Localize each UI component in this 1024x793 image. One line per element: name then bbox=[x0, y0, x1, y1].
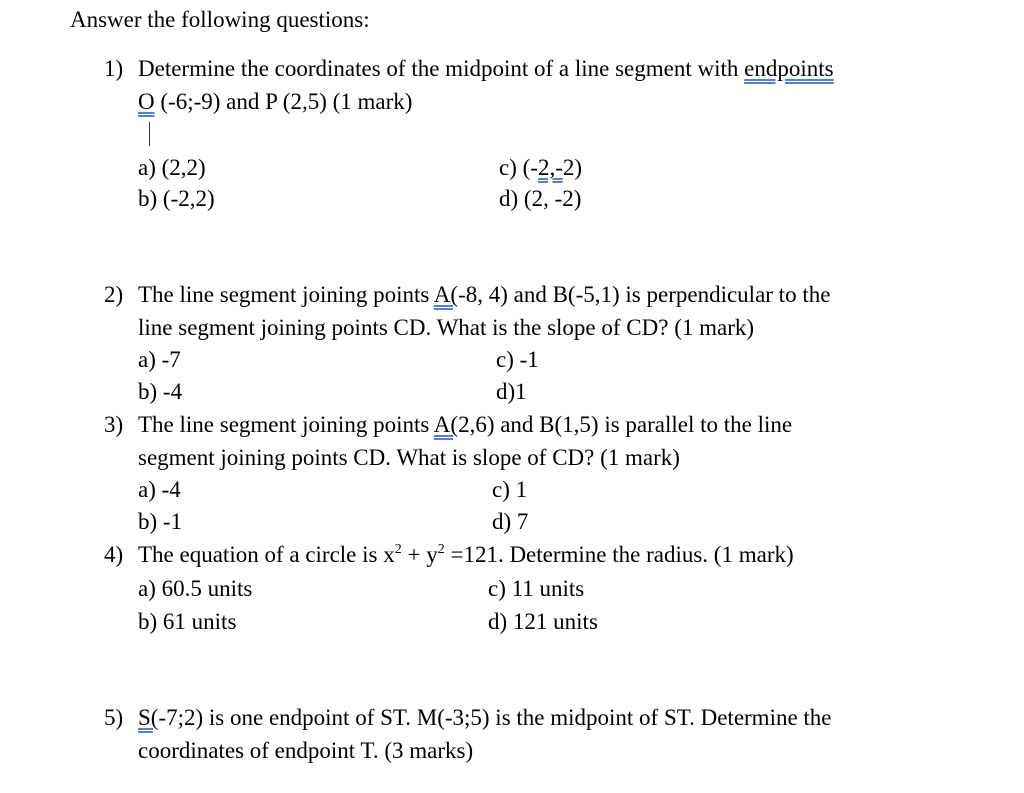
spellcheck-underlined-word: 2,- bbox=[537, 155, 563, 180]
spellcheck-underlined-word: A( bbox=[433, 282, 459, 307]
question-1-text-part: (-6;-9) and P (2,5) (1 mark) bbox=[154, 89, 413, 114]
question-3-option-b: b) -1 bbox=[138, 509, 183, 534]
question-1-text-line-1 bbox=[138, 57, 834, 80]
question-2-text-line-1 bbox=[138, 283, 830, 306]
spellcheck-underlined-word: endpoints bbox=[744, 56, 834, 81]
page-heading: Answer the following questions: bbox=[70, 7, 370, 32]
option-text-part: 2) bbox=[562, 155, 583, 180]
question-1-number: 1) bbox=[104, 56, 124, 81]
spellcheck-underlined-word: A( bbox=[433, 412, 459, 437]
question-2-option-b: b) -4 bbox=[138, 379, 183, 404]
question-3-text-line-1 bbox=[138, 413, 792, 436]
superscript-exponent: 2 bbox=[394, 542, 402, 557]
spellcheck-underlined-word: S( bbox=[138, 705, 159, 730]
question-4-text-line-1 bbox=[138, 543, 794, 566]
question-4-number: 4) bbox=[104, 542, 124, 567]
question-4-option-d: d) 121 units bbox=[488, 609, 598, 634]
question-1-text-line-2 bbox=[138, 90, 412, 113]
question-1-option-b: b) (-2,2) bbox=[138, 186, 215, 211]
question-3-option-d: d) 7 bbox=[492, 509, 529, 534]
question-3-option-c: c) 1 bbox=[492, 477, 528, 502]
question-4-option-b: b) 61 units bbox=[138, 609, 237, 634]
question-3-text-line-2: segment joining points CD. What is slope of CD? (1 mark) bbox=[138, 445, 680, 470]
question-5-text-line-2: coordinates of endpoint T. (3 marks) bbox=[138, 738, 474, 763]
text-cursor bbox=[149, 122, 150, 146]
question-5-number: 5) bbox=[104, 705, 124, 730]
question-2-option-a: a) -7 bbox=[138, 347, 181, 372]
question-2-option-c: c) -1 bbox=[496, 347, 539, 372]
question-2-number: 2) bbox=[104, 282, 124, 307]
question-2-text-part: The line segment joining points bbox=[138, 282, 434, 307]
question-1-option-d: d) (2, -2) bbox=[499, 186, 582, 211]
question-4-option-a: a) 60.5 units bbox=[138, 576, 253, 601]
question-1-option-c bbox=[499, 156, 582, 179]
question-5-text-part: -7;2) is one endpoint of ST. M(-3;5) is the midpoint of ST. Determine the bbox=[158, 705, 832, 730]
question-3-option-a: a) -4 bbox=[138, 477, 181, 502]
question-4-option-c: c) 11 units bbox=[488, 576, 585, 601]
question-2-text-part: -8, 4) and B(-5,1) is perpendicular to the bbox=[458, 282, 831, 307]
option-text-part: c) (- bbox=[499, 155, 538, 180]
question-5-text-line-1 bbox=[138, 706, 832, 729]
question-3-number: 3) bbox=[104, 412, 124, 437]
question-2-option-d: d)1 bbox=[496, 379, 527, 404]
question-4-text-part: =121. Determine the radius. (1 mark) bbox=[444, 542, 794, 567]
question-3-text-part: 2,6) and B(1,5) is parallel to the line bbox=[458, 412, 793, 437]
question-3-text-part: The line segment joining points bbox=[138, 412, 434, 437]
question-4-text-part: The equation of a circle is x bbox=[138, 542, 395, 567]
question-4-text-part: + y bbox=[401, 542, 438, 567]
question-2-text-line-2: line segment joining points CD. What is the slope of CD? (1 mark) bbox=[138, 315, 755, 340]
superscript-exponent: 2 bbox=[437, 542, 445, 557]
question-1-text-part: Determine the coordinates of the midpoint of a line segment with bbox=[138, 56, 745, 81]
question-1-option-a: a) (2,2) bbox=[138, 155, 206, 180]
spellcheck-underlined-word: O bbox=[138, 89, 155, 114]
